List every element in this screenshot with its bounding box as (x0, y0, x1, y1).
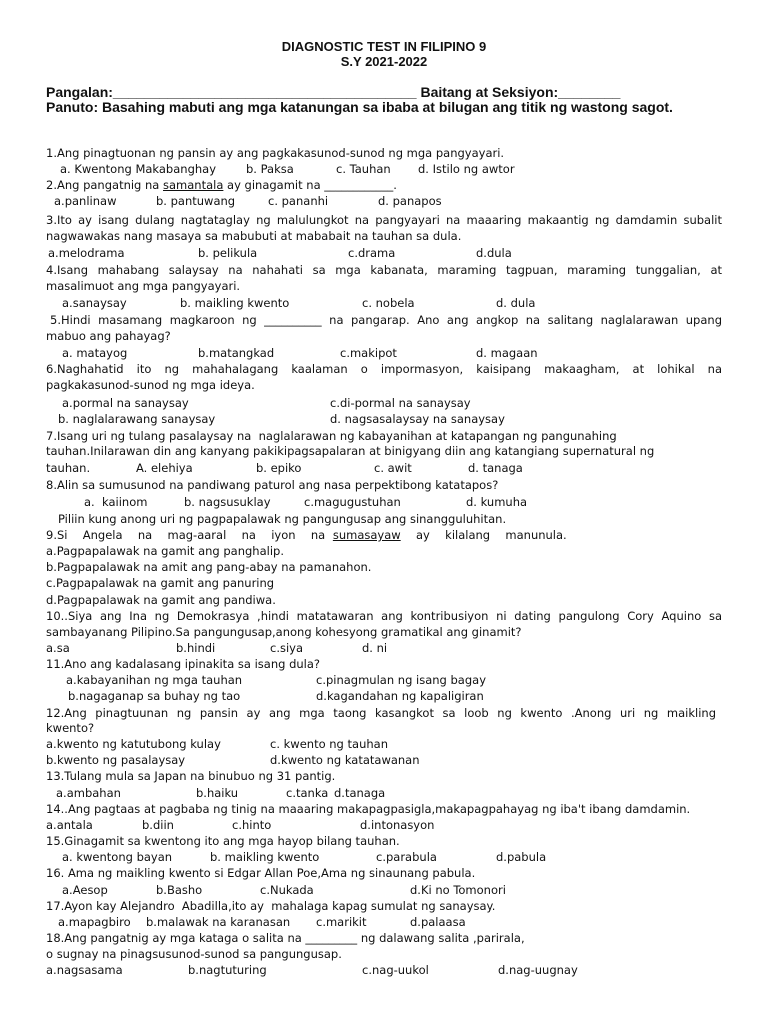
q6-choice-c: c.di-pormal na sanaysay (330, 396, 471, 410)
question-9: 9.Si Angela na mag-aaral na iyon na sumasayaw ay kilalang manunula. (46, 528, 567, 542)
q3-choice-c: c.drama (348, 246, 396, 260)
question-12-line-2: kwento? (46, 721, 95, 735)
q16-choice-d: d.Ki no Tomonori (410, 883, 506, 897)
q8-choice-b: b. nagsusuklay (184, 495, 271, 509)
q17-choice-b: b.malawak na karanasan (146, 915, 291, 929)
question-4-line-1: 4.Isang mahabang salaysay na nahahati sa mga kabanata, maraming tagpuan, maraming tunggalian, at (46, 263, 722, 277)
q8-choice-d: d. kumuha (466, 495, 528, 509)
q15-choice-c: c.parabula (376, 850, 437, 864)
q16-choice-c: c.Nukada (260, 883, 314, 897)
q2-choice-d: d. panapos (378, 194, 442, 208)
q11-choice-d: d.kagandahan ng kapaligiran (316, 689, 484, 703)
q5-choice-b: b.matangkad (198, 346, 275, 360)
q17-choice-c: c.marikit (316, 915, 367, 929)
q6-choice-a: a.pormal na sanaysay (62, 396, 189, 410)
question-11: 11.Ano ang kadalasang ipinakita sa isang dula? (46, 657, 321, 671)
q11-choice-b: b.nagaganap sa buhay ng tao (68, 689, 241, 703)
q12-choice-a: a.kwento ng katutubong kulay (46, 737, 221, 751)
q9-choice-a: a.Pagpapalawak na gamit ang panghalip. (46, 544, 284, 558)
question-12-line-1: 12.Ang pinagtuunan ng pansin ay ang mga taong kasangkot sa loob ng kwento .Anong uri ng maikling (46, 706, 716, 720)
question-4-line-2: masalimuot ang mga pangyayari. (46, 279, 241, 293)
q2-choice-a: a.panlinaw (54, 194, 117, 208)
q14-choice-a: a.antala (46, 818, 93, 832)
q11-choice-a: a.kabayanihan ng mga tauhan (66, 673, 243, 687)
q18-choice-c: c.nag-uukol (362, 963, 429, 977)
test-title: DIAGNOSTIC TEST IN FILIPINO 9 (281, 39, 487, 54)
q8-choice-a: a. kaiinom (84, 495, 148, 509)
q15-choice-d: d.pabula (496, 850, 547, 864)
q10-choice-d: d. ni (362, 641, 388, 655)
underlined-word: sumasayaw (332, 528, 401, 542)
q18-choice-b: b.nagtuturing (188, 963, 267, 977)
question-14: 14..Ang pagtaas at pagbaba ng tinig na maaaring makapagpasigla,makapagpahayag ng iba't ibang damdamin. (46, 802, 691, 816)
q9-choice-d: d.Pagpapalawak na gamit ang pandiwa. (46, 593, 276, 607)
question-6-line-1: 6.Naghahatid ito ng mahahalagang kaalaman o impormasyon, kaisipang makaagham, at lohikal na (46, 362, 722, 376)
section-instruction: Piliin kung anong uri ng pagpapalawak ng pangungusap ang sinangguluhitan. (58, 512, 507, 526)
name-section-line: Pangalan:_______________________________________ Baitang at Seksiyon:________ (46, 84, 621, 100)
q4-choice-c: c. nobela (362, 296, 415, 310)
q7-choice-a: A. elehiya (136, 461, 193, 475)
q3-choice-d: d.dula (476, 246, 512, 260)
q15-choice-b: b. maikling kwento (210, 850, 320, 864)
question-2: 2.Ang pangatnig na samantala ay ginagamit na ____________. (46, 178, 397, 192)
q16-choice-a: a.Aesop (62, 883, 108, 897)
q4-choice-a: a.sanaysay (62, 296, 127, 310)
q18-choice-d: d.nag-uugnay (498, 963, 578, 977)
question-3-line-1: 3.Ito ay isang dulang nagtataglay ng malulungkot na pangyayari na maaaring makaantig ng damdamin subalit (46, 213, 722, 227)
q17-choice-a: a.mapagbiro (58, 915, 131, 929)
school-year: S.Y 2021-2022 (340, 54, 428, 69)
q14-choice-d: d.intonasyon (360, 818, 435, 832)
q4-choice-b: b. maikling kwento (180, 296, 290, 310)
q11-choice-c: c.pinagmulan ng isang bagay (316, 673, 487, 687)
q1-choice-c: c. Tauhan (336, 162, 391, 176)
q5-choice-c: c.makipot (340, 346, 397, 360)
question-13: 13.Tulang mula sa Japan na binubuo ng 31 pantig. (46, 769, 336, 783)
question-17: 17.Ayon kay Alejandro Abadilla,ito ay mahalaga kapag sumulat ng sanaysay. (46, 899, 496, 913)
q14-choice-c: c.hinto (232, 818, 272, 832)
q8-choice-c: c.magugustuhan (304, 495, 401, 509)
q7-choice-c: c. awit (374, 461, 412, 475)
q7-choice-d: d. tanaga (468, 461, 523, 475)
q6-choice-d: d. nagsasalaysay na sanaysay (330, 412, 505, 426)
q18-choice-a: a.nagsasama (46, 963, 123, 977)
question-7-line-1: 7.Isang uri ng tulang pasalaysay na naglalarawan ng kabayanihan at katapangan ng pangunahing (46, 429, 617, 443)
q9-choice-b: b.Pagpapalawak na amit ang pang-abay na pamanahon. (46, 560, 372, 574)
question-5-line-2: mabuo ang pahayag? (46, 329, 171, 343)
q1-choice-d: d. Istilo ng awtor (418, 162, 515, 176)
question-6-line-2: pagkakasunod-sunod ng mga ideya. (46, 378, 255, 392)
q16-choice-b: b.Basho (156, 883, 203, 897)
question-15: 15.Ginagamit sa kwentong ito ang mga hayop bilang tauhan. (46, 834, 400, 848)
q12-choice-b: b.kwento ng pasalaysay (46, 753, 186, 767)
q10-choice-a: a.sa (46, 641, 70, 655)
q3-choice-a: a.melodrama (48, 246, 125, 260)
q15-choice-a: a. kwentong bayan (62, 850, 173, 864)
q5-choice-a: a. matayog (62, 346, 128, 360)
question-10-line-1: 10..Siya ang Ina ng Demokrasya ,hindi matatawaran ang kontribusiyon ni dating pangulong Cory Aquino sa (46, 609, 722, 623)
q12-choice-d: d.kwento ng katatawanan (270, 753, 420, 767)
q13-choice-d: d.tanaga (334, 786, 386, 800)
q5-choice-d: d. magaan (476, 346, 538, 360)
q13-choice-b: b.haiku (196, 786, 239, 800)
question-5-line-1: 5.Hindi masamang magkaroon ng __________ na pangarap. Ano ang angkop na salitang naglalarawan upang (50, 313, 722, 327)
q17-choice-d: d.palaasa (410, 915, 466, 929)
question-3-line-2: nagwawakas nang masaya sa mabubuti at mababait na tauhan sa dula. (46, 229, 462, 243)
q1-choice-a: a. Kwentong Makabanghay (60, 162, 217, 176)
underlined-word: samantala (163, 178, 224, 192)
q13-choice-a: a.ambahan (56, 786, 121, 800)
q10-choice-b: b.hindi (176, 641, 216, 655)
q3-choice-b: b. pelikula (198, 246, 258, 260)
question-8: 8.Alin sa sumusunod na pandiwang paturol ang nasa perpektibong katatapos? (46, 478, 499, 492)
question-7-line-2: tauhan.Inilarawan din ang kanyang pakikipagsapalaran at binigyang diin ang katangiang supernatural ng (46, 444, 655, 458)
q1-choice-b: b. Paksa (246, 162, 294, 176)
q14-choice-b: b.diin (142, 818, 174, 832)
q4-choice-d: d. dula (496, 296, 536, 310)
instructions: Panuto: Basahing mabuti ang mga katanungan sa ibaba at bilugan ang titik ng wastong sagot. (46, 99, 673, 115)
q9-choice-c: c.Pagpapalawak na gamit ang panuring (46, 576, 275, 590)
question-18-line-2: o sugnay na pinagsusunod-sunod sa pangungusap. (46, 947, 342, 961)
q12-choice-c: c. kwento ng tauhan (270, 737, 388, 751)
question-18-line-1: 18.Ang pangatnig ay mga kataga o salita na _________ ng dalawang salita ,parirala, (46, 931, 525, 945)
q7-choice-b: b. epiko (256, 461, 302, 475)
question-7-line-3: tauhan. (46, 461, 91, 475)
q13-choice-c: c.tanka (286, 786, 329, 800)
q2-choice-c: c. pananhi (268, 194, 329, 208)
q10-choice-c: c.siya (270, 641, 304, 655)
q6-choice-b: b. naglalarawang sanaysay (58, 412, 216, 426)
question-16: 16. Ama ng maikling kwento si Edgar Allan Poe,Ama ng sinaunang pabula. (46, 866, 476, 880)
q2-choice-b: b. pantuwang (156, 194, 236, 208)
question-1: 1.Ang pinagtuonan ng pansin ay ang pagkakasunod-sunod ng mga pangyayari. (46, 146, 505, 160)
question-10-line-2: sambayanang Pilipino.Sa pangungusap,anong kohesyong gramatikal ang ginamit? (46, 625, 522, 639)
